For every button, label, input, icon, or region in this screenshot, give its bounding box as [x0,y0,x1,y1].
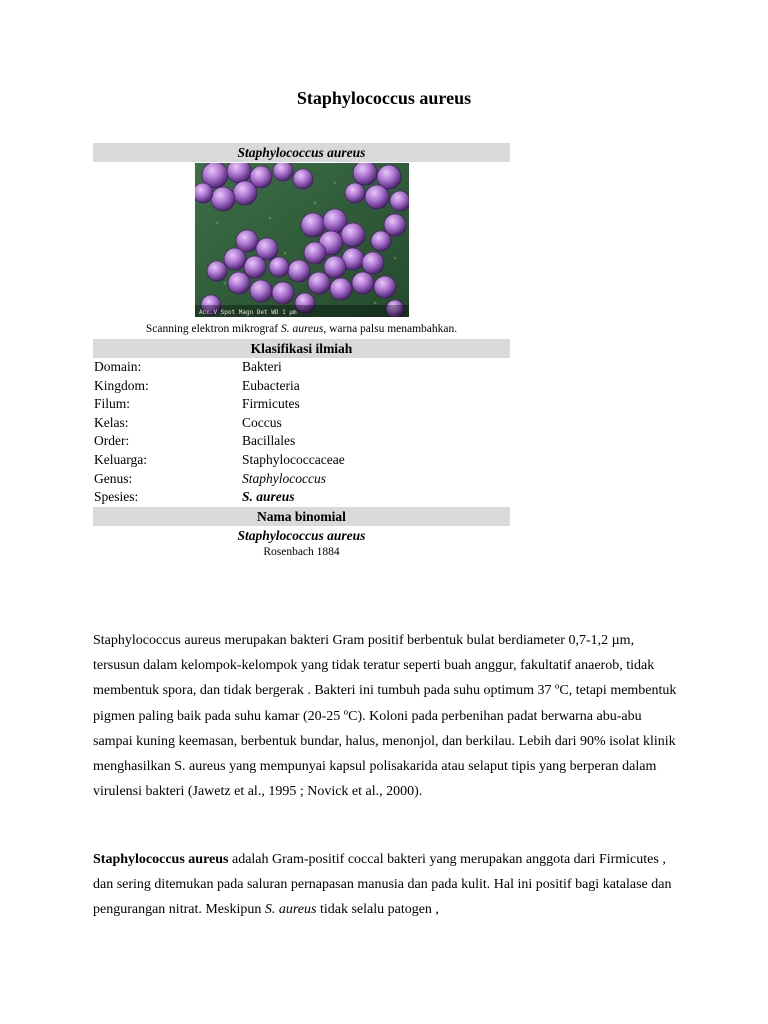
caption-suffix: warna palsu menambahkan. [326,323,458,335]
page-title: Staphylococcus aureus [296,88,472,108]
caption-prefix: Scanning elektron mikrograf [145,323,281,335]
classification-row [93,470,510,489]
svg-text:Acc.V Spot Magn Det WD: Acc.V Spot Magn Det WD 1 μm [198,309,297,316]
taxobox-header: Staphylococcus aureus [93,143,510,162]
micrograph-svg [195,163,409,317]
row-key: Domain: [94,359,142,374]
classification-row [93,451,510,470]
binomial-author: Rosenbach 1884 [263,545,340,558]
taxobox [93,143,510,559]
classification-row [93,488,510,507]
binomial-name: Staphylococcus aureus [237,527,366,543]
classification-row [93,358,510,377]
classification-rows [93,358,510,507]
classification-row [93,432,510,451]
classification-row [93,414,510,433]
row-value: Bacillales [242,433,296,449]
binomial-header: Nama binomial [93,507,510,526]
classification-row [93,377,510,396]
paragraph-2-lead: Staphylococcus aureus [93,852,229,867]
row-key: Keluarga: [94,451,147,467]
row-key: Spesies: [94,489,139,505]
row-key: Genus: [94,470,133,486]
paragraph-2-italic: S. aureus [264,902,317,918]
paragraph-2 [93,847,678,923]
row-value: Coccus [242,414,282,430]
classification-header: Klasifikasi ilmiah [93,339,510,358]
paragraph-2-part2: tidak selalu patogen , [316,902,439,918]
row-key: Kingdom: [94,377,149,393]
row-value: Firmicutes [242,396,300,412]
row-value: Staphylococcus [242,470,326,486]
micrograph-image [195,163,409,317]
row-value: S. aureus [242,489,295,505]
row-value: Eubacteria [242,377,300,393]
row-key: Order: [94,433,130,449]
caption-italic: S. aureus, [280,323,327,335]
row-value: Bakteri [242,359,282,374]
classification-row [93,395,510,414]
row-key: Kelas: [94,414,129,430]
paragraph-1: Staphylococcus aureus merupakan bakteri Gram positif berbentuk bulat berdiameter 0,7-1,2 µm, tersusun dalam kelompok-kelompok yang tidak teratur seperti buah anggur, fakultatif anaerob, tidak membentuk spora, dan tidak bergerak . Bakteri ini tumbuh pada suhu optimum 37 ºC, tetapi membentuk pigmen paling baik pada suhu kamar (20-25 ºC). Koloni pada perbenihan padat berwarna abu-abu sampai kuning keemasan, berbentuk bundar, halus, menonjol, dan berkilau. Lebih dari 90% isolat klinik menghasilkan S. aureus yang mempunyai kapsul polisakarida atau selaput tipis yang berperan dalam virulensi bakteri (Jawetz et al., 1995 ; Novick et al., 2000). [93,633,677,800]
micrograph-container [93,162,510,319]
paragraph-2-part1: adalah Gram-positif coccal bakteri yang merupakan anggota dari Firmicutes , dan sering ditemukan pada saluran pernapasan manusia dan pada kulit. Hal ini positif bagi katalase dan pengurangan nitrat. Meskipun [93,852,672,918]
row-value: Staphylococcaceae [242,451,345,467]
row-key: Filum: [94,396,131,412]
image-caption [93,319,510,339]
